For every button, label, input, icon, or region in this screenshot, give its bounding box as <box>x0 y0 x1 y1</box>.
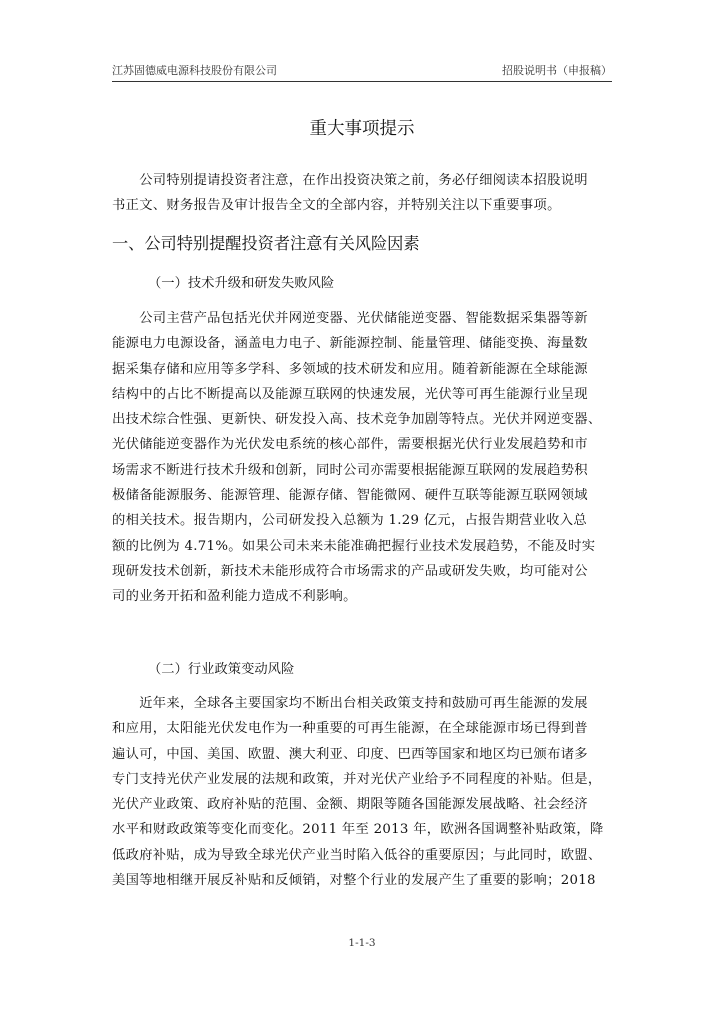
text-line: 的相关技术。报告期内，公司研发投入总额为 1.29 亿元，占报告期营业收入总 <box>112 513 587 529</box>
text-line: 和应用，太阳能光伏发电作为一种重要的可再生能源，在全球能源市场已得到普 <box>112 721 588 737</box>
text-line: 美国等地相继开展反补贴和反倾销，对整个行业的发展产生了重要的影响；2018 <box>112 873 596 889</box>
tech-risk-paragraph <box>112 306 612 610</box>
text-line: 公司主营产品包括光伏并网逆变器、光伏储能逆变器、智能数据采集器等新 <box>112 311 588 326</box>
text-line: 光伏产业政策、政府补贴的范围、金额、期限等随各国能源发展战略、社会经济 <box>112 797 588 813</box>
text-line: 司的业务开拓和盈利能力造成不利影响。 <box>112 589 357 605</box>
text-line: 现研发技术创新，新技术未能形成符合市场需求的产品或研发失败，均可能对公 <box>112 563 588 579</box>
subsection-heading-tech-risk: （一）技术升级和研发失败风险 <box>148 276 335 291</box>
page-title: 重大事项提示 <box>309 119 415 139</box>
section-heading: 一、公司特别提醒投资者注意有关风险因素 <box>112 234 420 253</box>
subsection-heading-policy-risk: （二）行业政策变动风险 <box>148 662 295 677</box>
page-number: 1-1-3 <box>348 937 376 949</box>
text-line: 书正文、财务报告及审计报告全文的全部内容，并特别关注以下重要事项。 <box>112 198 561 214</box>
header-company-name: 江苏固德威电源科技股份有限公司 <box>112 64 277 77</box>
intro-paragraph <box>112 168 612 219</box>
text-line: 结构中的占比不断提高以及能源互联网的快速发展，光伏等可再生能源行业呈现 <box>112 386 588 402</box>
text-line: 低政府补贴，成为导致全球光伏产业当时陷入低谷的重要原因；与此同时，欧盟、 <box>112 847 602 863</box>
header-document-type: 招股说明书（申报稿） <box>502 64 612 77</box>
text-line: 公司特别提请投资者注意，在作出投资决策之前，务必仔细阅读本招股说明 <box>112 173 588 188</box>
text-line: 近年来，全球各主要国家均不断出台相关政策支持和鼓励可再生能源的发展 <box>112 696 588 711</box>
text-line: 据采集存储和应用等多学科、多领域的技术研发和应用。随着新能源在全球能源 <box>112 361 588 377</box>
text-line: 出技术综合性强、更新快、研发投入高、技术竞争加剧等特点。光伏并网逆变器、 <box>112 412 602 428</box>
text-line: 光伏储能逆变器作为光伏发电系统的核心部件，需要根据光伏行业发展趋势和市 <box>112 437 588 453</box>
text-line: 遍认可，中国、美国、欧盟、澳大利亚、印度、巴西等国家和地区均已颁布诸多 <box>112 746 588 762</box>
text-line: 场需求不断进行技术升级和创新，同时公司亦需要根据能源互联网的发展趋势积 <box>112 462 588 478</box>
text-line: 极储备能源服务、能源管理、能源存储、智能微网、硬件互联等能源互联网领域 <box>112 488 588 504</box>
page-header <box>112 58 612 80</box>
policy-risk-paragraph <box>112 691 612 893</box>
text-line: 专门支持光伏产业发展的法规和政策，并对光伏产业给予不同程度的补贴。但是， <box>112 771 602 787</box>
text-line: 额的比例为 4.71%。如果公司未来未能准确把握行业技术发展趋势，不能及时实 <box>112 538 596 554</box>
header-rule <box>112 81 612 82</box>
text-line: 水平和财政政策等变化而变化。2011 年至 2013 年，欧洲各国调整补贴政策，降 <box>112 822 604 838</box>
text-line: 能源电力电源设备，涵盖电力电子、新能源控制、能量管理、储能变换、海量数 <box>112 336 588 352</box>
